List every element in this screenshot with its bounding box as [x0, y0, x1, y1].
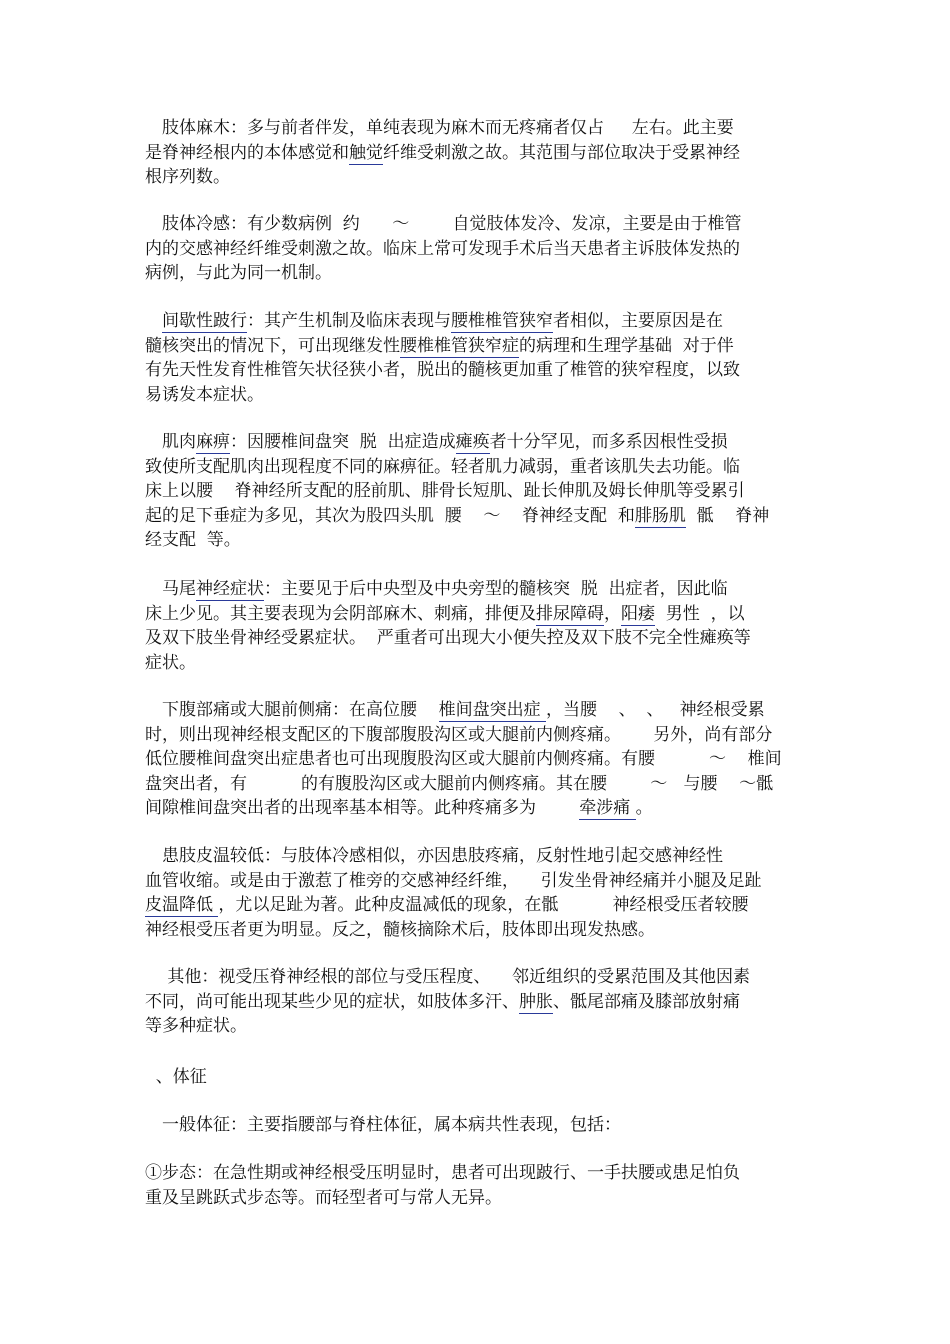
term-link[interactable]: 阳痿 — [621, 603, 655, 624]
term-link[interactable]: 皮温降低 — [145, 895, 219, 915]
text-run: 男性 ，以 — [655, 603, 745, 624]
term-link[interactable]: 腰椎椎管狭窄 — [451, 311, 553, 331]
text-run: 、体征 — [145, 1067, 207, 1087]
term-link[interactable]: 麻痹 — [196, 432, 230, 452]
text-run: 床上以腰 脊神经所支配的胫前肌、腓骨长短肌、趾长伸肌及姆长伸肌等受累引 — [145, 481, 745, 501]
text-run: ，尤以足趾为著。此种皮温减低的现象，在骶 神经根受压者较腰 — [218, 895, 749, 915]
text-run: ，当腰 、 、 神经根受累 — [546, 700, 765, 720]
text-line — [145, 1186, 502, 1210]
text-run: ：主要见于后中央型及中央旁型的髓核突 脱 出症者，因此临 — [264, 579, 728, 599]
text-line — [145, 455, 740, 479]
text-line — [145, 747, 782, 771]
term-link[interactable]: 牵涉痛 — [579, 798, 636, 818]
text-line — [145, 965, 750, 989]
text-line — [145, 651, 196, 675]
text-run: 下腹部痛或大腿前侧痛：在高位腰 — [145, 700, 439, 720]
text-run: 起的足下垂症为多见，其次为股四头肌 腰 ～ 脊神经支配 和 — [145, 505, 635, 526]
text-run: 肢体麻木：多与前者伴发，单纯表现为麻木而无疼痛者仅占 左右。此主要 — [145, 118, 734, 138]
text-run: ：因腰椎间盘突 脱 出症造成 — [230, 432, 456, 452]
text-line — [145, 698, 765, 722]
text-run: 床上少见。其主要表现为会阴部麻木、刺痛，排便及 — [145, 603, 536, 624]
text-run: 的病理和生理学基础 对于伴 — [519, 335, 734, 356]
text-run: 不同，尚可能出现某些少见的症状，如肢体多汗、 — [145, 991, 519, 1012]
text-line — [145, 165, 230, 189]
text-run: 有先天性发育性椎管矢状径狭小者，脱出的髓核更加重了椎管的狭窄程度，以致 — [145, 360, 740, 380]
text-line — [145, 990, 740, 1014]
text-line — [145, 772, 773, 796]
text-run: 患肢皮温较低：与肢体冷感相似，亦因患肢疼痛，反射性地引起交感神经性 — [145, 846, 723, 866]
text-line — [145, 1014, 247, 1038]
text-run: 其他：视受压脊神经根的部位与受压程度、 邻近组织的受累范围及其他因素 — [145, 967, 751, 987]
text-run: 血管收缩。或是由于激惹了椎旁的交感神经纤维， 引发坐骨神经痛并小腿及足趾 — [145, 870, 762, 891]
text-line — [145, 261, 332, 285]
text-line — [145, 1161, 740, 1185]
text-line — [145, 212, 741, 236]
term-link[interactable]: 神经症状 — [196, 579, 264, 599]
term-link[interactable]: 椎间盘突出症 — [438, 700, 547, 720]
text-run: 骶 脊神 — [685, 505, 770, 526]
text-run: 者相似，主要原因是在 — [553, 311, 723, 331]
text-run: 肢体冷感：有少数病例 约 ～ 自觉肢体发冷、发凉，主要是由于椎管 — [145, 214, 742, 234]
text-line — [145, 504, 769, 528]
text-run: 者十分罕见，而多系因根性受损 — [489, 432, 728, 452]
text-run: 时，则出现神经根支配区的下腹部腹股沟区或大腿前内侧疼痛。 另外，尚有部分 — [145, 724, 773, 745]
text-run: 盘突出者，有 的有腹股沟区或大腿前内侧疼痛。其在腰 ～ 与腰 ～骶 — [145, 773, 774, 794]
text-line — [145, 141, 740, 165]
text-run: 间隙椎间盘突出者的出现率基本相等。此种疼痛多为 — [145, 798, 580, 818]
text-line — [145, 479, 745, 503]
text-run: 重及呈跳跃式步态等。而轻型者可与常人无异。 — [145, 1187, 502, 1208]
text-run: 经支配 等。 — [145, 530, 241, 550]
text-run: 及双下肢坐骨神经受累症状。 严重者可出现大小便失控及双下肢不完全性瘫痪等 — [145, 628, 751, 648]
text-line — [145, 116, 734, 140]
text-line — [145, 1065, 207, 1089]
text-run: 马尾 — [145, 579, 196, 599]
text-run: 是脊神经根内的本体感觉和 — [145, 142, 349, 163]
text-run — [145, 311, 162, 331]
text-line — [145, 844, 723, 868]
text-run: 、骶尾部痛及膝部放射痛 — [553, 991, 740, 1012]
text-line — [145, 602, 745, 626]
text-run: 等多种症状。 — [145, 1016, 247, 1036]
text-line — [145, 430, 728, 454]
text-run: 病例，与此为同一机制。 — [145, 263, 332, 283]
text-run: 神经根受压者更为明显。反之，髓核摘除术后，肢体即出现发热感。 — [145, 919, 655, 940]
text-run: ， — [604, 603, 621, 624]
term-link[interactable]: 间歇性跛行 — [162, 311, 247, 331]
text-line — [145, 577, 728, 601]
text-run: 易诱发本症状。 — [145, 384, 264, 405]
text-line — [145, 796, 653, 820]
text-line — [145, 893, 748, 917]
text-run: ：其产生机制及临床表现与 — [247, 311, 451, 331]
term-link[interactable]: 瘫痪 — [455, 432, 490, 452]
text-run: 肌肉 — [145, 432, 196, 452]
text-run: 一般体征：主要指腰部与脊柱体征，属本病共性表现，包括： — [145, 1115, 621, 1135]
text-run: 低位腰椎间盘突出症患者也可出现腹股沟区或大腿前内侧疼痛。有腰 ～ 椎间 — [145, 749, 782, 769]
text-line — [145, 1113, 621, 1137]
text-line — [145, 918, 655, 942]
text-line — [145, 869, 762, 893]
text-line — [145, 309, 723, 333]
term-link[interactable]: 触觉 — [349, 142, 383, 163]
text-line — [145, 528, 241, 552]
text-run: ①步态：在急性期或神经根受压明显时，患者可出现跛行、一手扶腰或患足怕负 — [145, 1163, 740, 1183]
text-run: 症状。 — [145, 652, 196, 673]
text-run: 致使所支配肌肉出现程度不同的麻痹征。轻者肌力减弱，重者该肌失去功能。临 — [145, 456, 740, 477]
text-run: 髓核突出的情况下，可出现继发性 — [145, 335, 400, 356]
text-line — [145, 723, 772, 747]
text-run: 内的交感神经纤维受刺激之故。临床上常可发现手术后当天患者主诉肢体发热的 — [145, 238, 740, 259]
term-link[interactable]: 肿胀 — [519, 991, 553, 1012]
text-line — [145, 334, 734, 358]
text-run: 根序列数。 — [145, 167, 230, 187]
text-line — [145, 237, 740, 261]
text-run: 。 — [635, 798, 653, 818]
text-run: 纤维受刺激之故。其范围与部位取决于受累神经 — [383, 142, 740, 163]
text-line — [145, 358, 740, 382]
text-line — [145, 626, 751, 650]
term-link[interactable]: 腓肠肌 — [634, 505, 686, 526]
term-link[interactable]: 排尿障碍 — [536, 603, 604, 624]
term-link[interactable]: 腰椎椎管狭窄症 — [400, 335, 519, 356]
text-line — [145, 383, 264, 407]
